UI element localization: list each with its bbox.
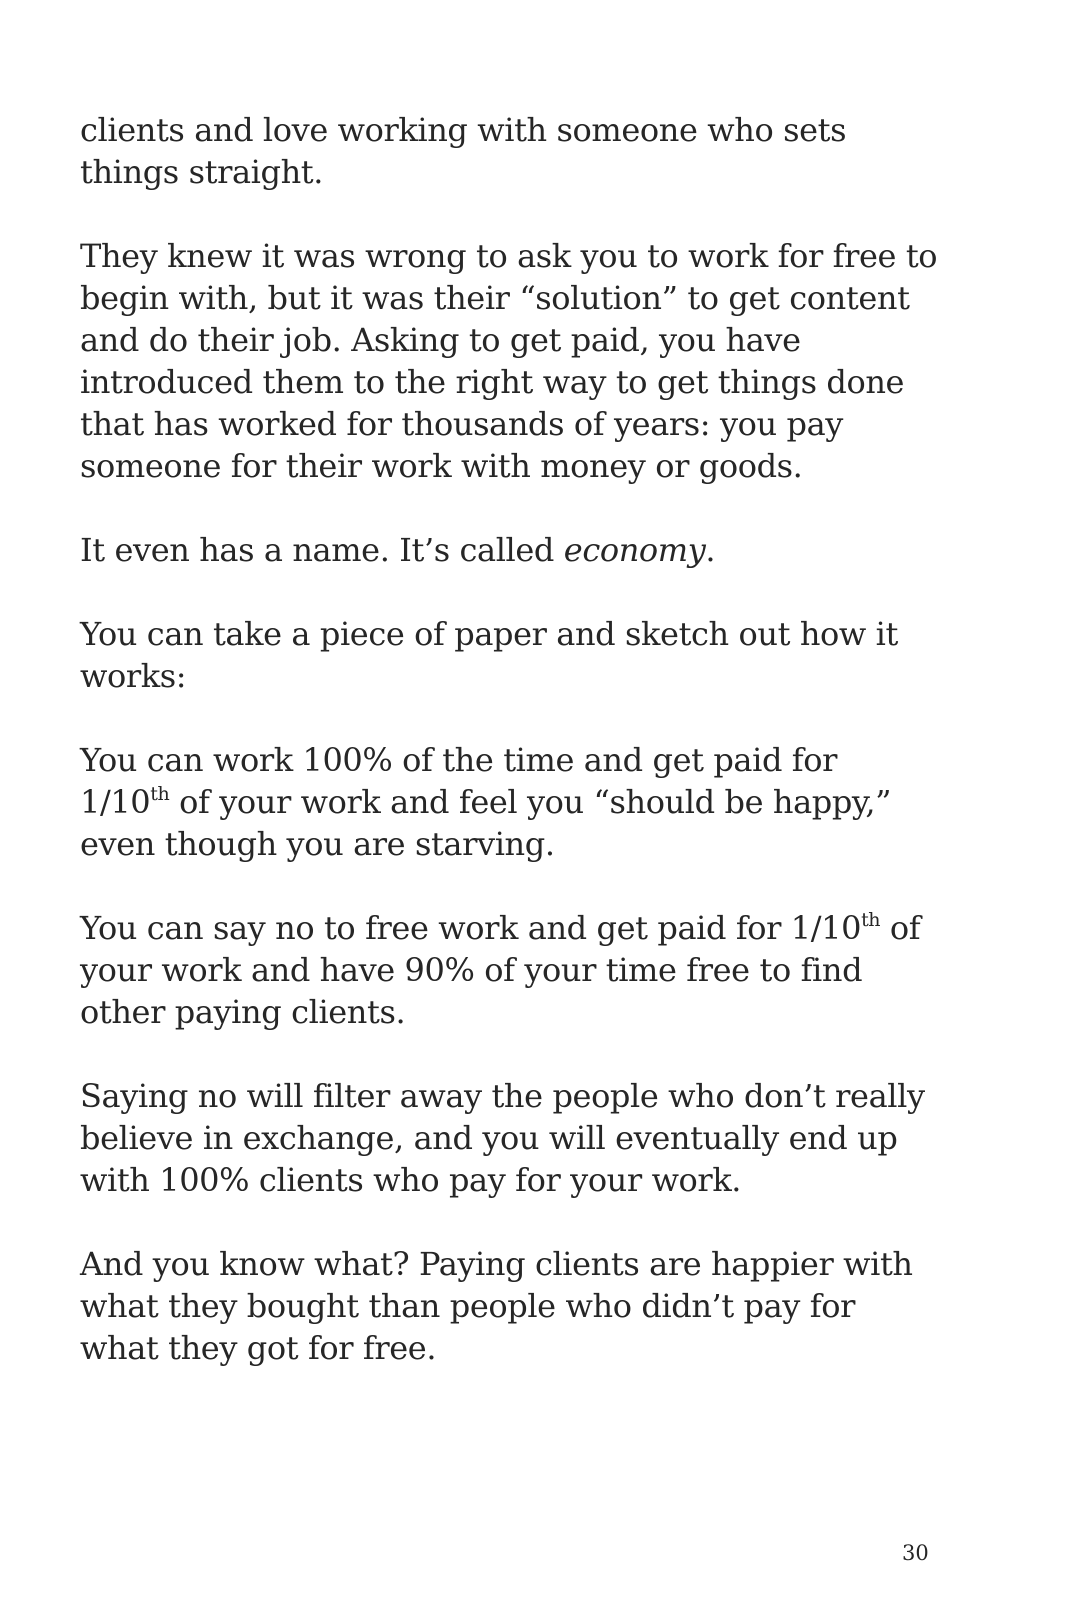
text-line: what they bought than people who didn’t pay for <box>80 1287 855 1325</box>
paragraph <box>80 529 960 571</box>
text-line: You can take a piece of paper and sketch out how it <box>80 615 898 653</box>
paragraph <box>80 613 960 697</box>
text-line: Saying no will filter away the people who don’t really <box>80 1077 925 1115</box>
ordinal-superscript: th <box>861 909 881 931</box>
text-line: things straight. <box>80 153 324 191</box>
text-run: You can say no to free work and get paid for 1/10 <box>80 909 862 947</box>
text-line: believe in exchange, and you will eventually end up <box>80 1119 898 1157</box>
text-line <box>80 781 960 823</box>
text-line <box>80 529 960 571</box>
text-line: begin with, but it was their “solution” to get content <box>80 279 910 317</box>
emphasized-word: economy <box>563 531 706 569</box>
text-line: They knew it was wrong to ask you to work for free to <box>80 237 938 275</box>
page-body <box>80 109 960 1411</box>
text-line: with 100% clients who pay for your work. <box>80 1161 742 1199</box>
text-line: that has worked for thousands of years: you pay <box>80 405 843 443</box>
text-line: what they got for free. <box>80 1329 437 1367</box>
paragraph <box>80 109 960 193</box>
text-run: . <box>705 531 716 569</box>
text-line: and do their job. Asking to get paid, you have <box>80 321 801 359</box>
text-line: clients and love working with someone who sets <box>80 111 847 149</box>
paragraph <box>80 1243 960 1369</box>
paragraph <box>80 235 960 487</box>
paragraph <box>80 907 960 1033</box>
text-line: even though you are starving. <box>80 825 555 863</box>
text-line: introduced them to the right way to get things done <box>80 363 905 401</box>
paragraph <box>80 739 960 865</box>
page-number: 30 <box>902 1541 929 1565</box>
text-run: It even has a name. It’s called <box>80 531 564 569</box>
text-line: You can work 100% of the time and get paid for <box>80 741 838 779</box>
ordinal-superscript: th <box>150 783 170 805</box>
text-line: your work and have 90% of your time free to find <box>80 951 863 989</box>
text-run: of your work and feel you “should be happy,” <box>169 783 892 821</box>
text-line: other paying clients. <box>80 993 406 1031</box>
text-line: someone for their work with money or goods. <box>80 447 803 485</box>
text-line: works: <box>80 657 187 695</box>
text-line <box>80 907 960 949</box>
text-line: And you know what? Paying clients are happier with <box>80 1245 913 1283</box>
paragraph <box>80 1075 960 1201</box>
text-run: of <box>880 909 921 947</box>
text-run: 1/10 <box>80 783 151 821</box>
